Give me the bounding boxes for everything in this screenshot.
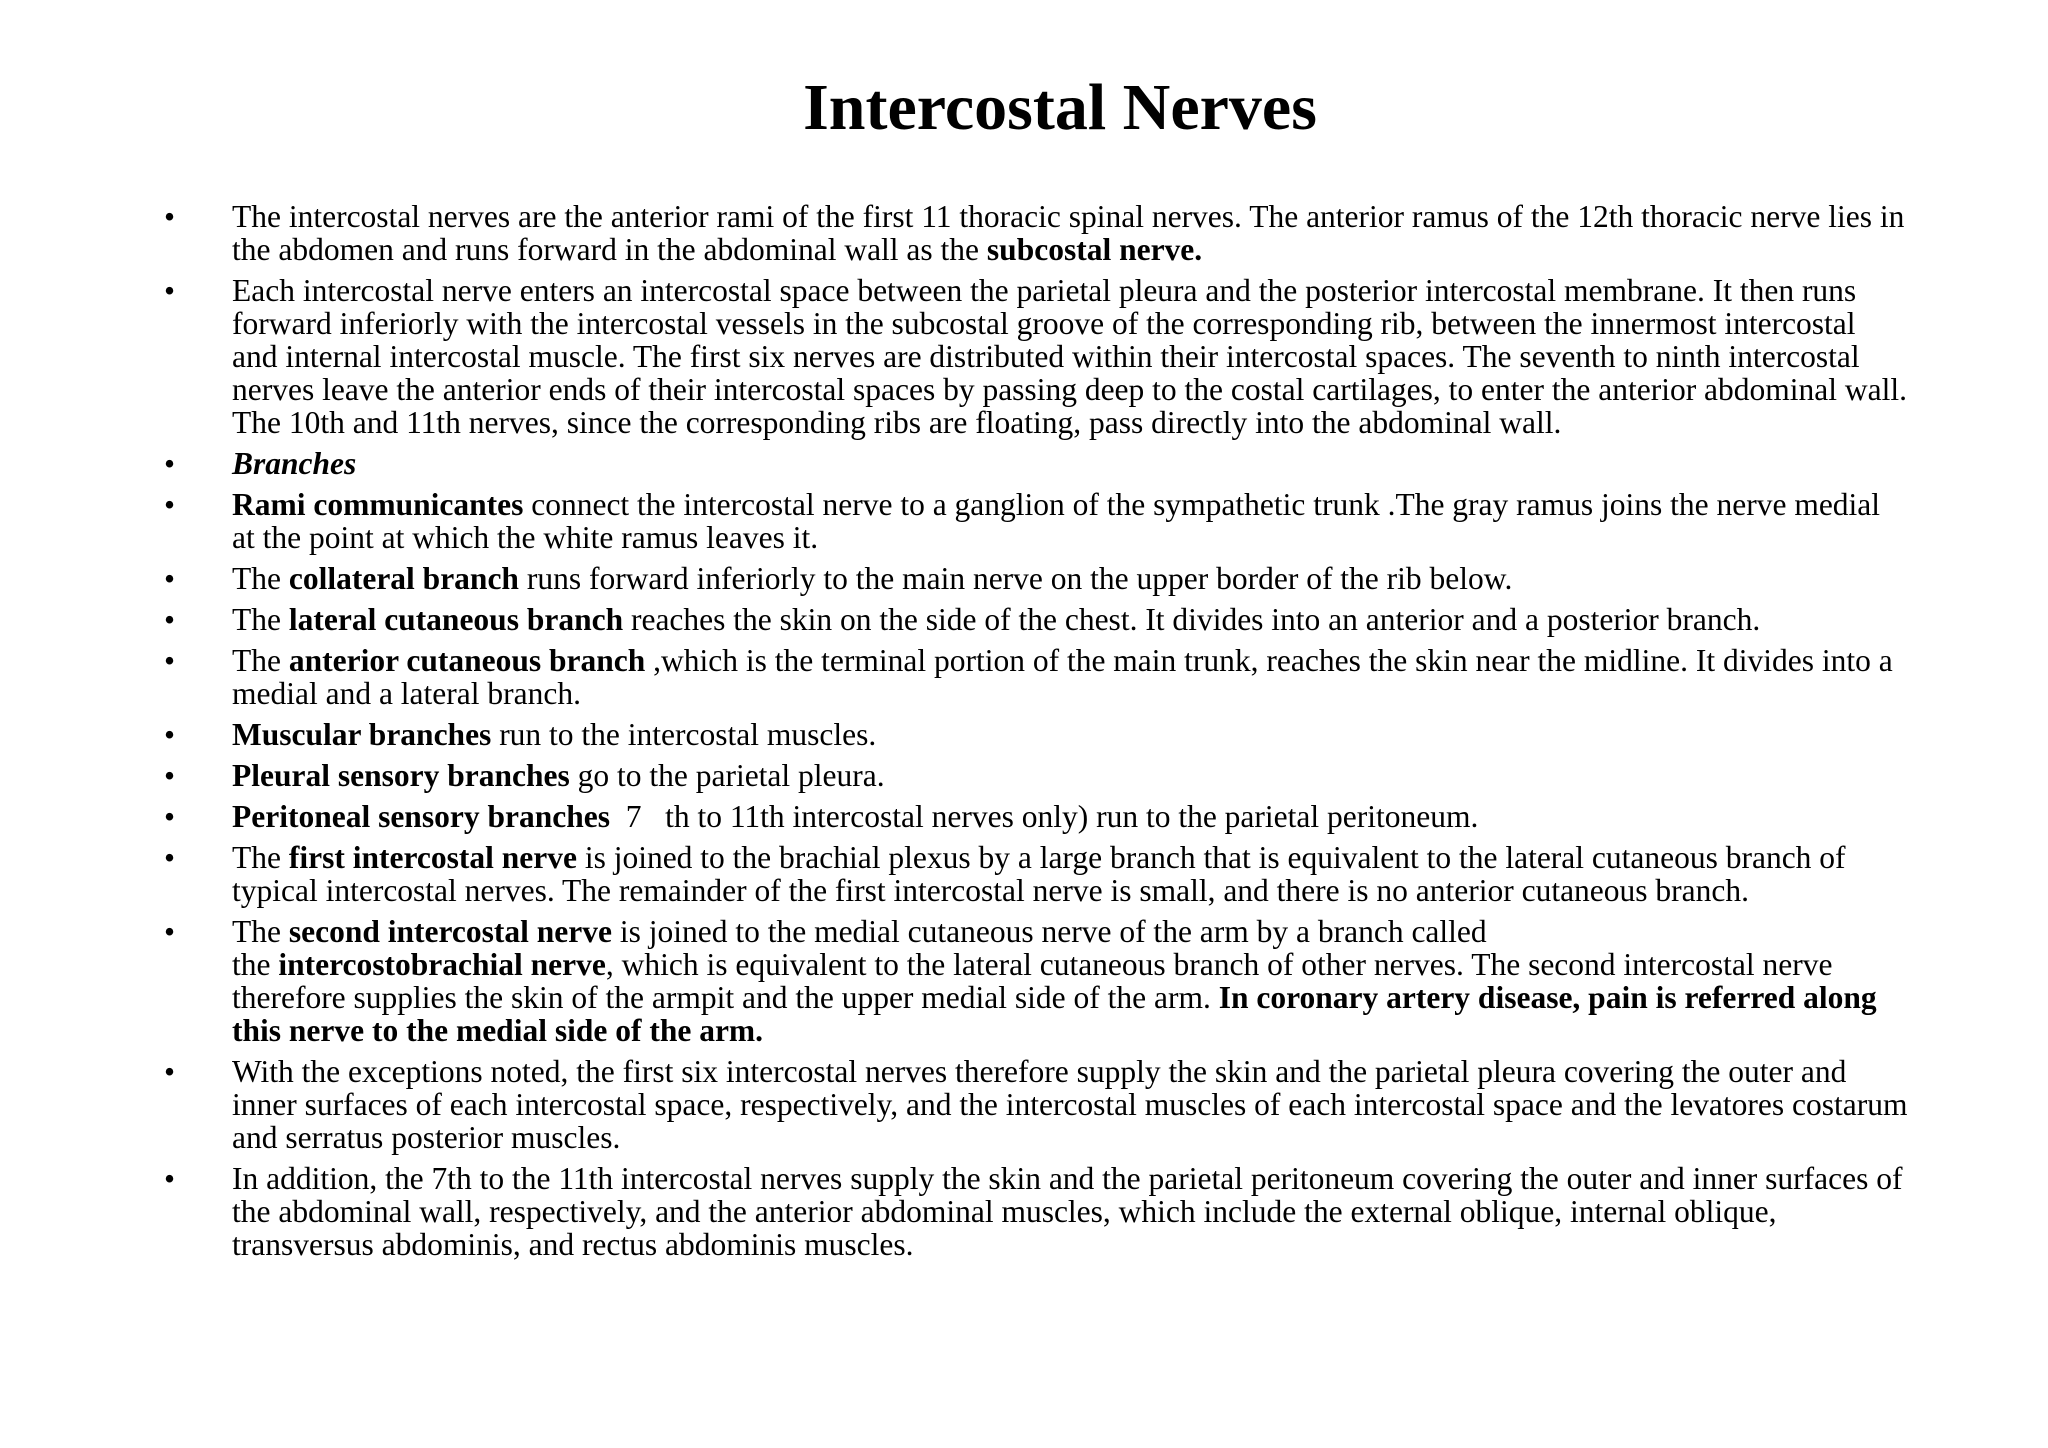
bullet-bold-text: Muscular branches xyxy=(232,717,492,752)
bullet-item-anterior-cutaneous-branch xyxy=(0,644,2048,710)
bullet-text: The xyxy=(232,840,289,875)
bullet-bold-text: lateral cutaneous branch xyxy=(288,602,624,637)
bullet-icon: • xyxy=(164,1054,176,1089)
bullet-text: go to the parietal pleura. xyxy=(569,758,885,793)
bullet-item-seventh-to-eleventh-supply xyxy=(0,1162,2048,1261)
bullet-item-peritoneal-sensory-branches xyxy=(0,800,2048,833)
bullet-icon: • xyxy=(164,199,176,234)
bullet-icon: • xyxy=(164,273,176,308)
bullet-icon: • xyxy=(164,1161,176,1196)
bullet-text: runs forward inferiorly to the main nerve on the upper border of the rib below. xyxy=(518,561,1513,596)
bullet-item-second-intercostal-nerve xyxy=(0,915,2048,1047)
bullet-text: The xyxy=(232,561,289,596)
bullet-icon: • xyxy=(164,758,176,793)
bullet-heading-text: Branches xyxy=(232,446,357,481)
bullet-icon: • xyxy=(164,561,176,596)
bullet-text: With the exceptions noted, the first six intercostal nerves therefore supply the skin and the parietal pleura covering the outer and inner surfaces of each intercostal space, respectively, and the intercostal muscles of each intercostal space and the levatores costarum and serratus posterior muscles. xyxy=(232,1054,1908,1155)
bullet-bold-text: second intercostal nerve xyxy=(288,914,612,949)
bullet-text: The xyxy=(232,643,289,678)
bullet-item-muscular-branches xyxy=(0,718,2048,751)
bullet-bold-text: Pleural sensory branches xyxy=(232,758,570,793)
bullet-item-collateral-branch xyxy=(0,562,2048,595)
bullet-text: reaches the skin on the side of the chest. It divides into an anterior and a posterior branch. xyxy=(623,602,1761,637)
bullet-text: ,which is the terminal portion of the main trunk, reaches the skin near the midline. It divides into a medial and a lateral branch. xyxy=(232,643,1893,711)
bullet-text: The xyxy=(232,914,289,949)
page-title: Intercostal Nerves xyxy=(803,71,1317,144)
bullet-text: connect the intercostal nerve to a ganglion of the sympathetic trunk .The gray ramus joins the nerve medial at the point at which the white ramus leaves it. xyxy=(232,487,1881,555)
bullet-bold-text: Peritoneal sensory branches xyxy=(232,799,610,834)
bullet-item-intercostal-definition xyxy=(0,200,2048,266)
bullet-item-branches-heading xyxy=(0,447,2048,480)
bullet-icon: • xyxy=(164,487,176,522)
bullet-icon: • xyxy=(164,602,176,637)
bullet-item-first-six-nerves-supply xyxy=(0,1055,2048,1154)
bullet-bold-text: subcostal nerve. xyxy=(986,232,1203,267)
bullet-text: Each intercostal nerve enters an intercostal space between the parietal pleura and the posterior intercostal membrane. It then runs forward inferiorly with the intercostal vessels in the subcostal groove of the corresponding rib, between the innermost intercostal and internal intercostal muscle. The first six nerves are distributed within their intercostal spaces. The seventh to ninth intercostal nerves leave the anterior ends of their intercostal spaces by passing deep to the costal cartilages, to enter the anterior abdominal wall. The 10th and 11th nerves, since the corresponding ribs are floating, pass directly into the abdominal wall. xyxy=(232,273,1908,440)
bullet-text: is joined to the brachial plexus by a large branch that is equivalent to the lateral cutaneous branch of typical intercostal nerves. The remainder of the first intercostal nerve is small, and there is no anterior cutaneous branch. xyxy=(232,840,1846,908)
bullet-text: , which is equivalent to the lateral cutaneous branch of other nerves. The second intercostal nerve therefore supplies the skin of the armpit and the upper medial side of the arm. xyxy=(232,947,1833,1015)
bullet-icon: • xyxy=(164,840,176,875)
bullet-icon: • xyxy=(164,799,176,834)
bullet-text: In addition, the 7th to the 11th intercostal nerves supply the skin and the parietal peritoneum covering the outer and inner surfaces of the abdominal wall, respectively, and the anterior abdominal muscles, which include the external oblique, internal oblique, transversus abdominis, and rectus abdominis muscles. xyxy=(232,1161,1903,1262)
bullet-bold-text: In coronary artery disease, pain is referred along this nerve to the medial side of the arm. xyxy=(232,980,1877,1048)
bullet-icon: • xyxy=(164,914,176,949)
bullet-list xyxy=(0,200,2048,1269)
bullet-item-course xyxy=(0,274,2048,439)
bullet-text: 7 th to 11th intercostal nerves only) run to the parietal peritoneum. xyxy=(609,799,1479,834)
bullet-bold-text: anterior cutaneous branch xyxy=(288,643,646,678)
bullet-item-lateral-cutaneous-branch xyxy=(0,603,2048,636)
bullet-text: The xyxy=(232,602,289,637)
bullet-text: is joined to the medial cutaneous nerve of the arm by a branch called xyxy=(611,914,1487,949)
bullet-bold-text: first intercostal nerve xyxy=(288,840,577,875)
bullet-bold-text: collateral branch xyxy=(288,561,519,596)
bullet-icon: • xyxy=(164,717,176,752)
bullet-icon: • xyxy=(164,446,176,481)
bullet-item-rami-communicantes xyxy=(0,488,2048,554)
bullet-bold-text: Rami communicantes xyxy=(232,487,524,522)
bullet-item-pleural-sensory-branches xyxy=(0,759,2048,792)
bullet-icon: • xyxy=(164,643,176,678)
bullet-bold-text: intercostobrachial nerve xyxy=(278,947,606,982)
bullet-text: run to the intercostal muscles. xyxy=(491,717,877,752)
bullet-text: the xyxy=(232,947,279,982)
bullet-item-first-intercostal-nerve xyxy=(0,841,2048,907)
bullet-text: The intercostal nerves are the anterior rami of the first 11 thoracic spinal nerves. The anterior ramus of the 12th thoracic nerve lies in the abdomen and runs forward in the abdominal wall as the xyxy=(232,199,1905,267)
